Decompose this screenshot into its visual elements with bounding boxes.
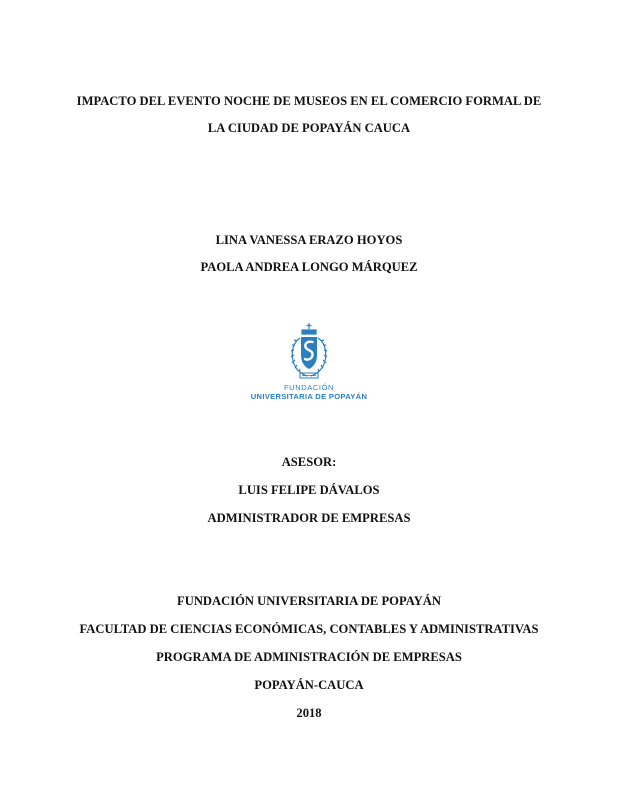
thesis-title-line-1: IMPACTO DEL EVENTO NOCHE DE MUSEOS EN EL COMERCIO FORMAL DE bbox=[76, 94, 542, 108]
logo-text-university: UNIVERSITARIA DE POPAYÁN bbox=[250, 392, 368, 401]
thesis-title-line-2: LA CIUDAD DE POPAYÁN CAUCA bbox=[207, 121, 411, 135]
university-logo bbox=[250, 322, 368, 412]
faculty-name: FACULTAD DE CIENCIAS ECONÓMICAS, CONTABLES Y ADMINISTRATIVAS bbox=[79, 622, 539, 636]
advisor-role: ADMINISTRADOR DE EMPRESAS bbox=[207, 511, 411, 525]
program-name: PROGRAMA DE ADMINISTRACIÓN DE EMPRESAS bbox=[156, 650, 462, 664]
advisor-name: LUIS FELIPE DÁVALOS bbox=[238, 483, 380, 497]
logo-text-fundacion: FUNDACIÓN bbox=[284, 383, 334, 392]
advisor-label: ASESOR: bbox=[281, 455, 337, 469]
author-1: LINA VANESSA ERAZO HOYOS bbox=[215, 233, 403, 247]
city: POPAYÁN-CAUCA bbox=[254, 678, 364, 692]
author-2: PAOLA ANDREA LONGO MÁRQUEZ bbox=[200, 260, 418, 274]
year: 2018 bbox=[296, 706, 322, 720]
university-crest-icon bbox=[283, 322, 335, 382]
institution-name: FUNDACIÓN UNIVERSITARIA DE POPAYÁN bbox=[177, 594, 441, 608]
